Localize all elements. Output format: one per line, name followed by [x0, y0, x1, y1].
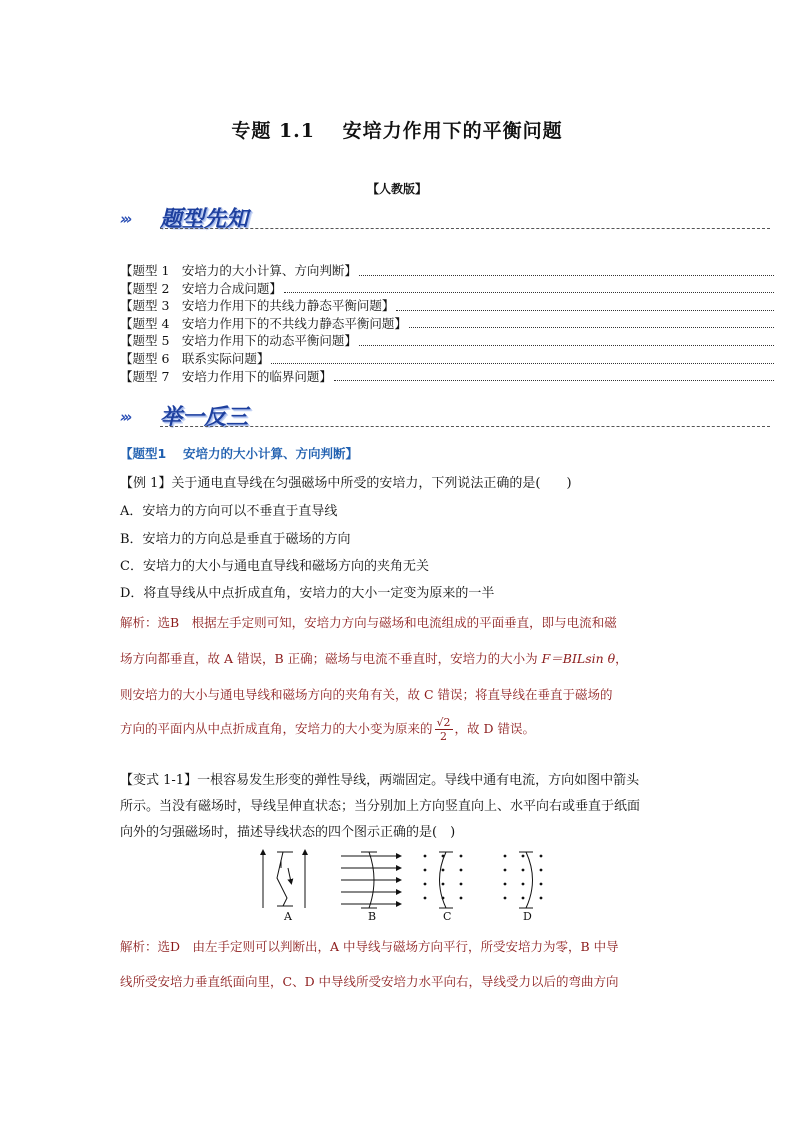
page-title: 专题 1.1 安培力作用下的平衡问题 — [231, 120, 563, 142]
section-heading: 【题型1 安培力的大小计算、方向判断】 — [120, 446, 359, 461]
banner-chevron-icon: ››› — [120, 408, 130, 426]
toc-item[interactable]: 【题型 2 安培力合成问题】 — [120, 280, 774, 298]
toc-leader — [359, 345, 774, 346]
analysis-line: 解析：选B 根据左手定则可知，安培力方向与磁场和电流组成的平面垂直，即与电流和磁 — [120, 615, 617, 630]
figure-options — [255, 848, 565, 928]
toc-leader — [334, 380, 774, 381]
toc-item[interactable]: 【题型 6 联系实际问题】 — [120, 350, 774, 368]
example-stem: 【例 1】关于通电直导线在匀强磁场中所受的安培力，下列说法正确的是( ) — [120, 476, 572, 491]
variant-analysis-line: 线所受安培力垂直纸面向里，C、D 中导线所受安培力水平向右，导线受力以后的弯曲方向 — [120, 974, 619, 989]
toc-leader — [396, 310, 774, 311]
figure-label-d: D — [523, 910, 532, 923]
toc-item[interactable]: 【题型 4 安培力作用下的不共线力静态平衡问题】 — [120, 315, 774, 333]
banner-section-overview — [120, 204, 770, 234]
toc-leader — [359, 275, 774, 276]
option-a: A．安培力的方向可以不垂直于直导线 — [120, 504, 338, 519]
edition-label: 【人教版】 — [366, 182, 427, 196]
toc-leader — [284, 292, 774, 293]
figure-label-b: B — [368, 910, 377, 923]
figure-label-a: A — [284, 910, 292, 923]
analysis-line: 方向的平面内从中点折成直角，安培力的大小变为原来的 $\frac{√2}{2}$ ，故 D 错误。 — [120, 716, 536, 743]
fraction: $\frac{√2}{2}$ — [436, 716, 451, 743]
toc-item[interactable]: 【题型 5 安培力作用下的动态平衡问题】 — [120, 332, 774, 350]
option-d: D．将直导线从中点折成直角，安培力的大小一定变为原来的一半 — [120, 586, 495, 601]
wire-diagrams — [255, 848, 565, 910]
figure-b — [341, 852, 399, 908]
variant-stem: 【变式 1-1】一根容易发生形变的弹性导线，两端固定。导线中通有电流，方向如图中箭头 — [120, 773, 640, 788]
toc-leader — [271, 363, 774, 364]
formula: F＝BILsin θ — [541, 651, 616, 666]
option-b: B．安培力的方向总是垂直于磁场的方向 — [120, 532, 351, 547]
variant-stem: 所示。当没有磁场时，导线呈伸直状态；当分别加上方向竖直向上、水平向右或垂直于纸面 — [120, 799, 641, 814]
toc-item[interactable]: 【题型 3 安培力作用下的共线力静态平衡问题】 — [120, 297, 774, 315]
figure-d — [504, 852, 543, 908]
variant-stem: 向外的匀强磁场时，描述导线状态的四个图示正确的是( ) — [120, 825, 456, 840]
banner-title: 举一反三 — [160, 404, 249, 430]
banner-section-practice — [120, 402, 770, 432]
option-c: C．安培力的大小与通电直导线和磁场方向的夹角无关 — [120, 559, 429, 574]
analysis-line: 场方向都垂直，故 A 错误，B 正确；磁场与电流不垂直时，安培力的大小为 F＝BILsin θ， — [120, 651, 628, 666]
banner-divider — [160, 426, 770, 427]
banner-divider — [160, 228, 770, 229]
banner-title: 题型先知 — [160, 206, 249, 232]
variant-analysis-line: 解析：选D 由左手定则可以判断出，A 中导线与磁场方向平行，所受安培力为零，B 中导 — [120, 939, 619, 954]
toc-leader — [409, 327, 774, 328]
table-of-contents — [120, 262, 774, 385]
toc-item[interactable]: 【题型 1 安培力的大小计算、方向判断】 — [120, 262, 774, 280]
toc-item[interactable]: 【题型 7 安培力作用下的临界问题】 — [120, 368, 774, 386]
figure-c — [424, 852, 463, 908]
figure-label-c: C — [443, 910, 452, 923]
analysis-line: 则安培力的大小与通电导线和磁场方向的夹角有关，故 C 错误；将直导线在垂直于磁场的 — [120, 687, 613, 702]
figure-a — [263, 852, 305, 908]
banner-chevron-icon: ››› — [120, 210, 130, 228]
